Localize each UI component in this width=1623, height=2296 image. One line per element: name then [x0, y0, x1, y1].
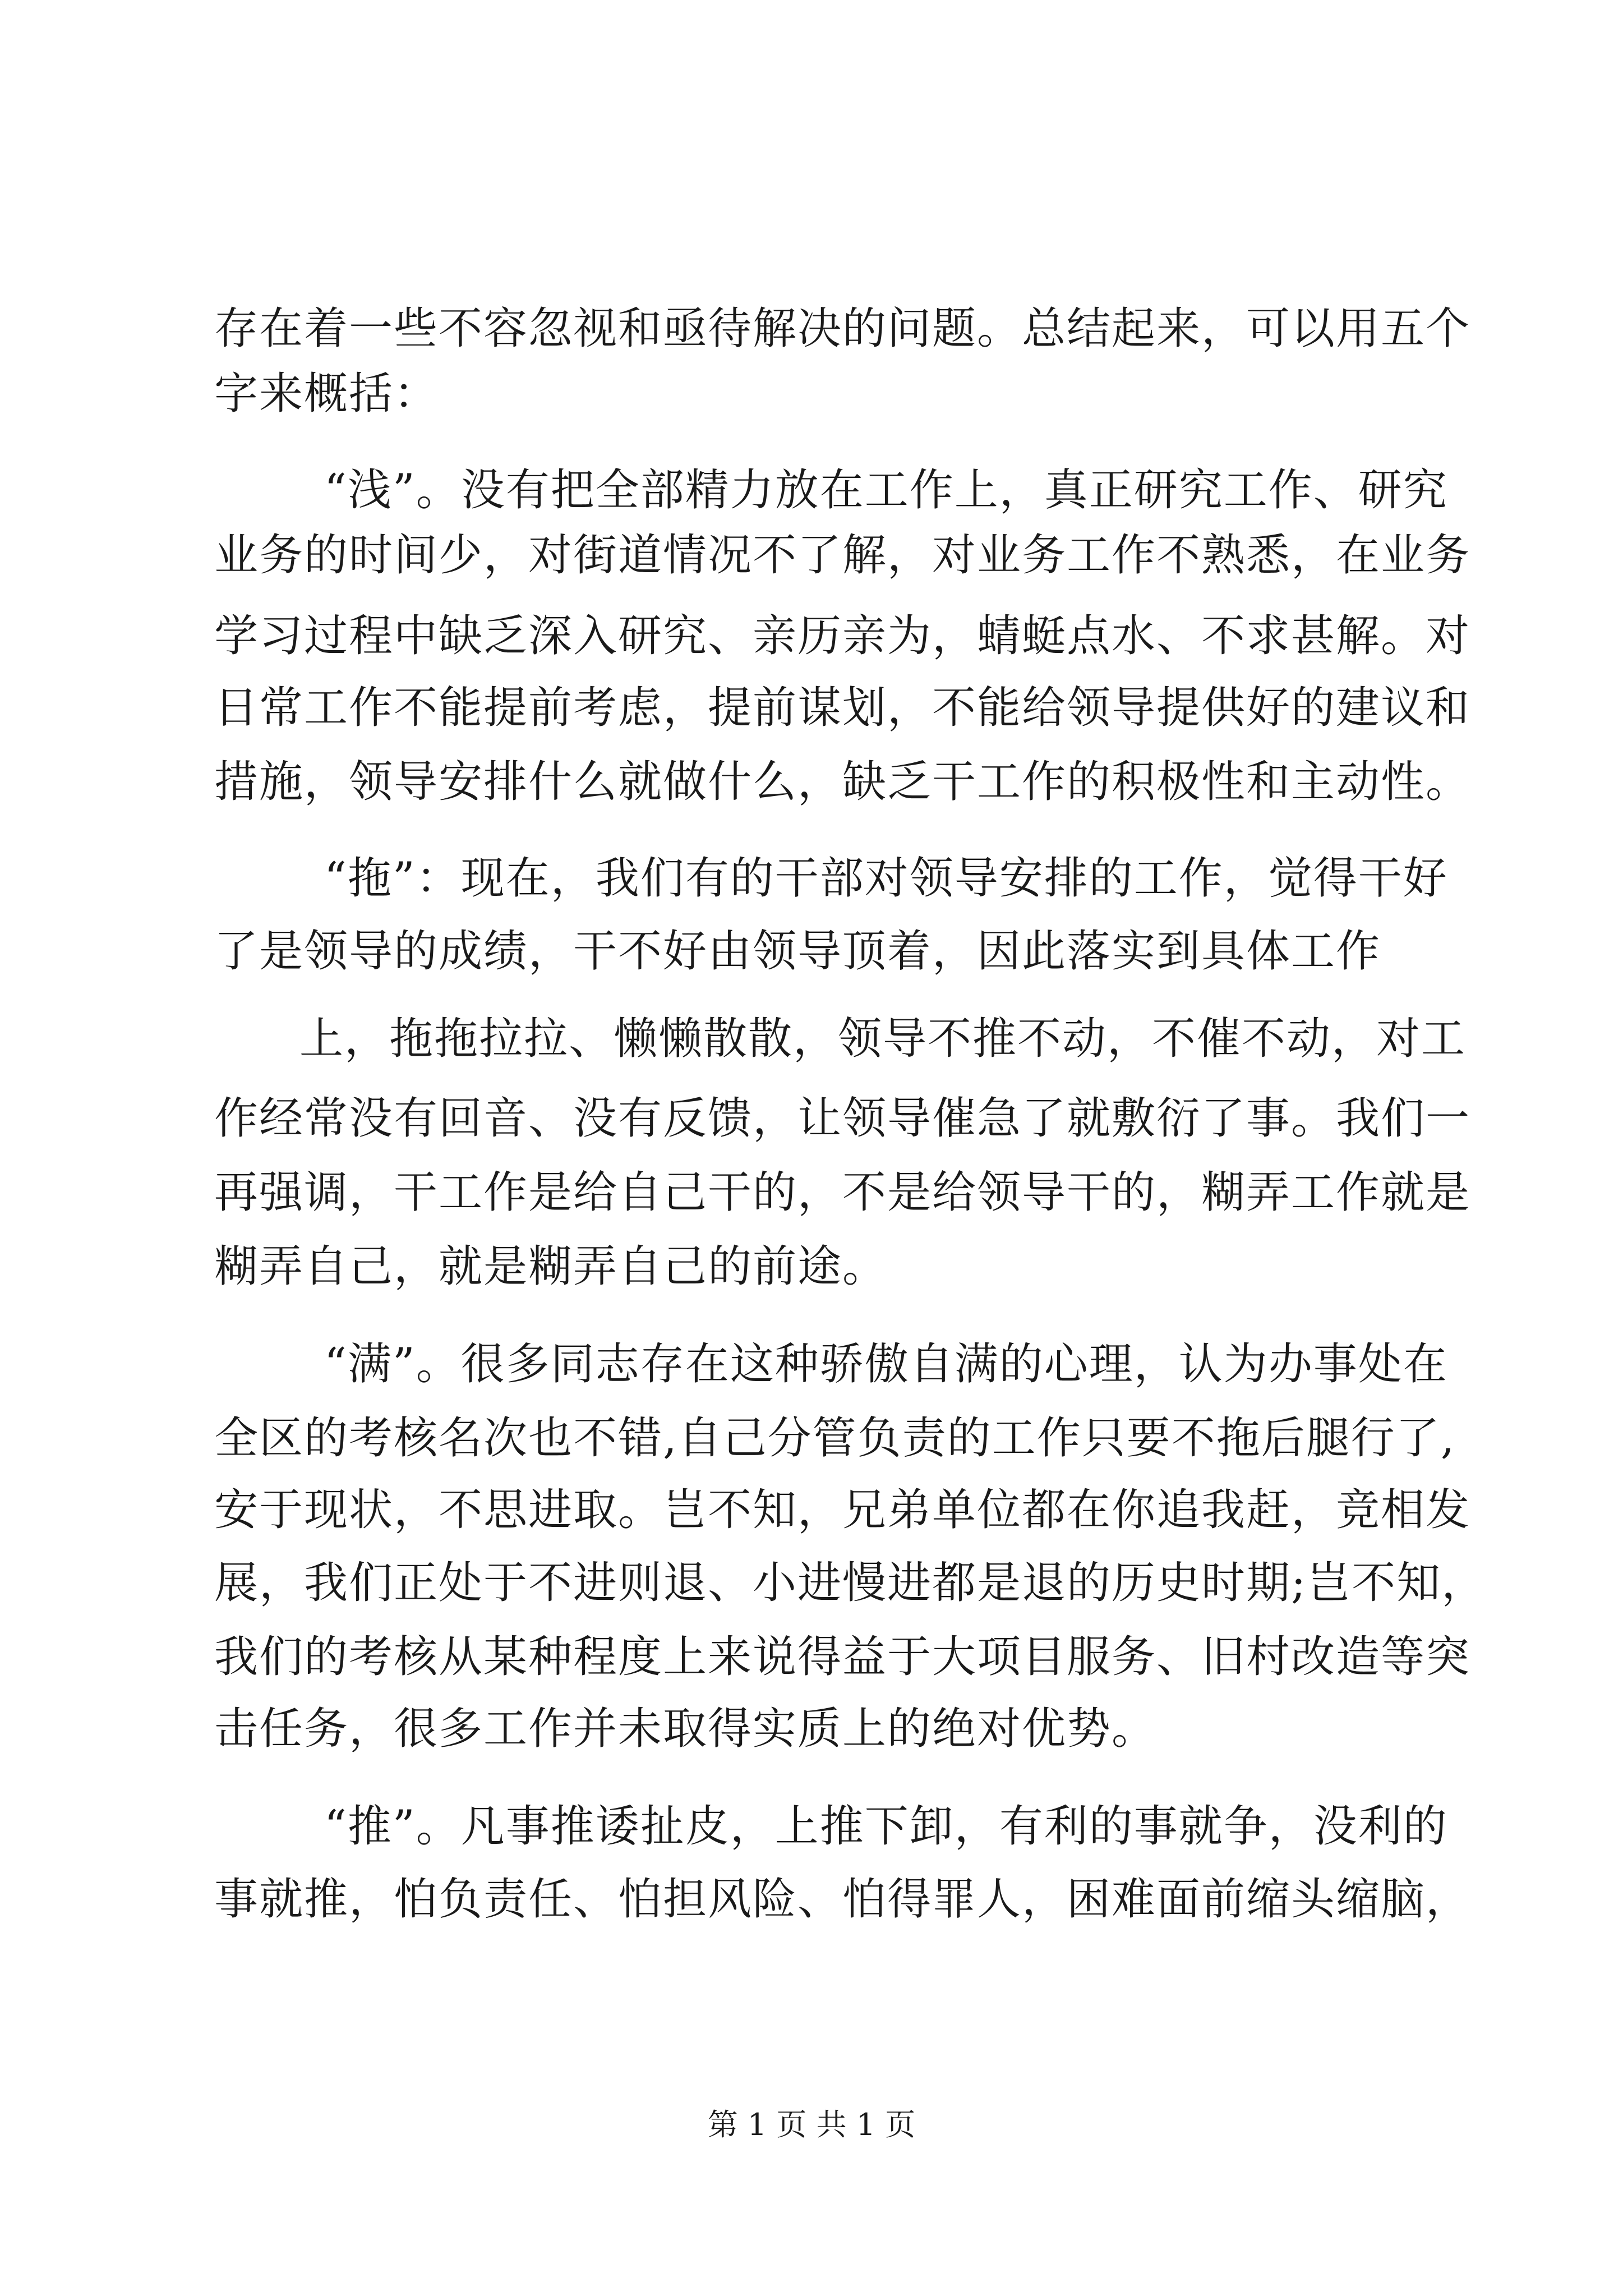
text-line: 糊弄自己，就是糊弄自己的前途。: [214, 1241, 888, 1292]
paragraph-heading-tuo: “拖”：现在，我们有的干部对领导安排的工作，觉得干好: [324, 853, 1448, 904]
text-line: 安于现状，不思进取。岂不知，兄弟单位都在你追我赶，竞相发: [214, 1485, 1471, 1535]
text-line: 全区的考核名次也不错,自己分管负责的工作只要不拖后腿行了,: [214, 1413, 1456, 1464]
text-line: 再强调，干工作是给自己干的，不是给领导干的，糊弄工作就是: [214, 1167, 1471, 1218]
text-line: 字来概括：: [214, 369, 439, 419]
paragraph-heading-man: “满”。很多同志存在这种骄傲自满的心理，认为办事处在: [324, 1339, 1448, 1389]
text-line: 存在着一些不容忽视和亟待解决的问题。总结起来，可以用五个: [214, 303, 1471, 354]
text-line: 击任务，很多工作并未取得实质上的绝对优势。: [214, 1704, 1157, 1754]
text-line: 事就推，怕负责任、怕担风险、怕得罪人，困难面前缩头缩脑，: [214, 1874, 1471, 1925]
text-line: 学习过程中缺乏深入研究、亲历亲为，蜻蜓点水、不求甚解。对: [214, 611, 1471, 661]
page-footer: 第 1 页 共 1 页: [707, 2107, 916, 2142]
paragraph-heading-tui: “推”。凡事推诿扯皮，上推下卸，有利的事就争，没利的: [324, 1801, 1448, 1852]
text-line: 了是领导的成绩，干不好由领导顶着，因此落实到具体工作: [214, 926, 1381, 977]
text-line: 作经常没有回音、没有反馈，让领导催急了就敷衍了事。我们一: [214, 1093, 1471, 1144]
text-line: 展，我们正处于不进则退、小进慢进都是退的历史时期;岂不知，: [214, 1558, 1487, 1608]
text-line: 日常工作不能提前考虑，提前谋划，不能给领导提供好的建议和: [214, 683, 1471, 733]
paragraph-heading-qian: “浅”。没有把全部精力放在工作上，真正研究工作、研究: [324, 465, 1448, 516]
text-line: 业务的时间少，对街道情况不了解，对业务工作不熟悉，在业务: [214, 530, 1471, 581]
text-line: 措施，领导安排什么就做什么，缺乏干工作的积极性和主动性。: [214, 757, 1471, 807]
text-line: 我们的考核从某种程度上来说得益于大项目服务、旧村改造等突: [214, 1632, 1471, 1682]
text-line: 上，拖拖拉拉、懒懒散散，领导不推不动，不催不动，对工: [299, 1014, 1467, 1064]
